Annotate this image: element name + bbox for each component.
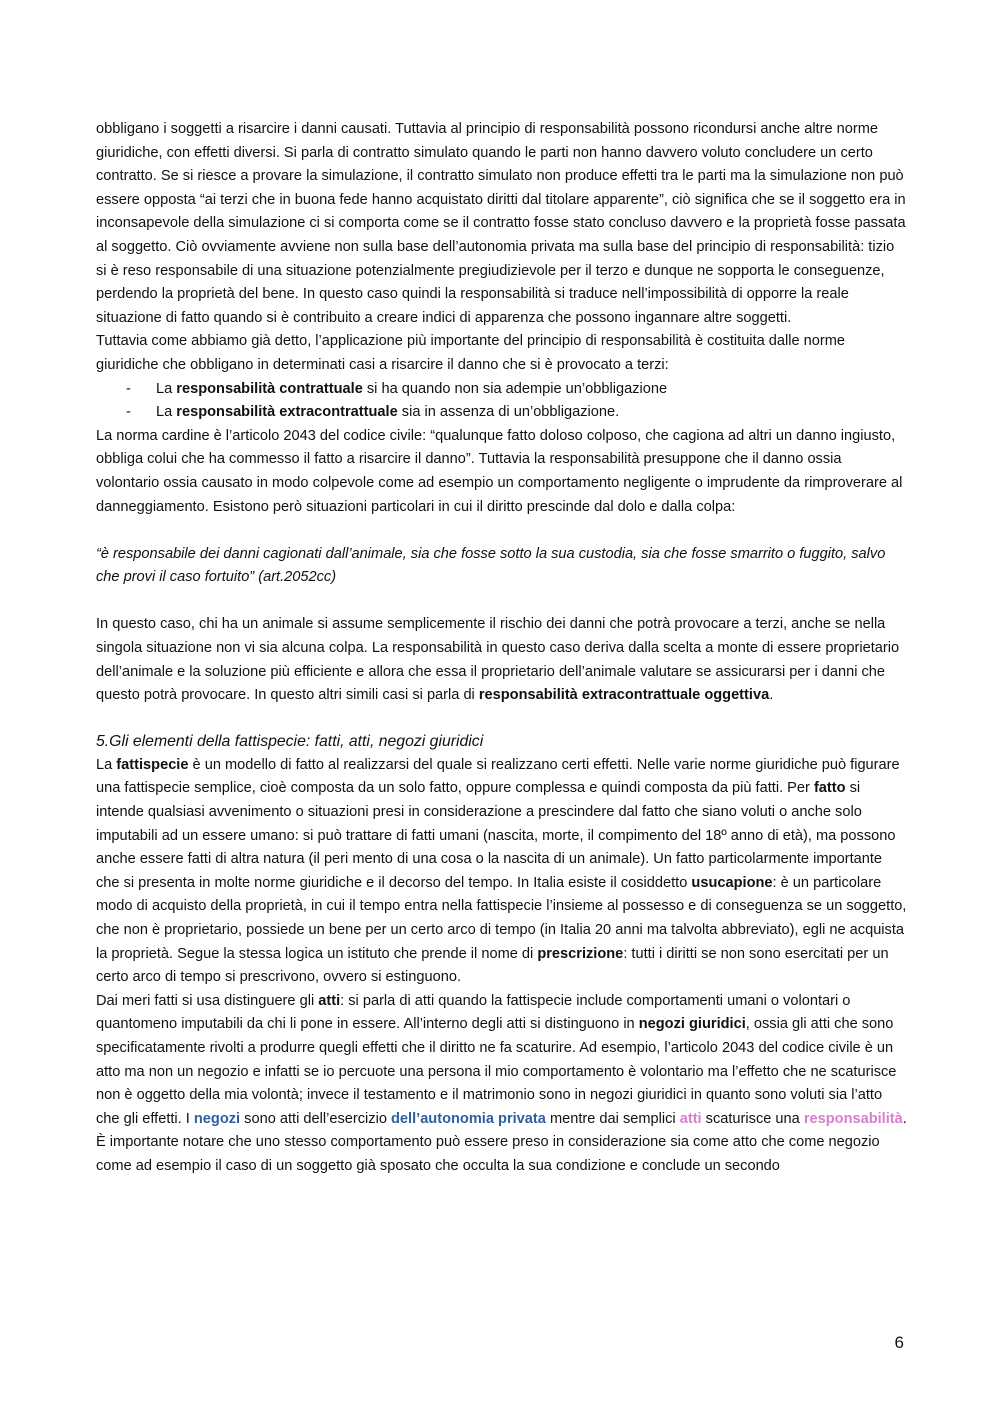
highlight-responsabilita: responsabilità — [803, 1110, 903, 1127]
highlight-negozi: negozi — [193, 1110, 241, 1127]
term-prescrizione: prescrizione — [537, 945, 624, 962]
responsibility-list — [96, 378, 908, 425]
paragraph-simulation: obbligano i soggetti a risarcire i danni causati. Tuttavia al principio di responsabilità possono ricondursi anche altre norme giuridiche, con effetti diversi. Si parla di contratto simulato quando le parti non hanno davvero voluto concludere un certo contratto. Se si riesce a provare la simulazione, il contratto simulato non produce effetti tra le parti ma la simulazione non può essere opposta “ai terzi che in buona fede hanno acquistato diritti dal titolare apparente”, ciò significa che se il soggetto era in inconsapevole della simulazione ci si comporta come se il contratto fosse stato concluso davvero e la proprietà fosse passata al soggetto. Ciò ovviamente avviene non sulla base dell’autonomia privata ma sulla base del principio di responsabilità: tizio si è reso responsabile di una situazione potenzialmente pregiudizievole per il terzo e dunque ne sopporta le conseguenze, perdendo la proprietà del bene. In questo caso quindi la responsabilità si traduce nell’impossibilità di opporre la reale situazione di fatto quando si è contribuito a creare indici di apparenza che possono ingannare altre soggetti. — [96, 121, 906, 326]
paragraph-article-2043: La norma cardine è l’articolo 2043 del codice civile: “qualunque fatto doloso colposo, che cagiona ad altri un danno ingiusto, obbliga colui che ha commesso il fatto a risarcire il danno”. Tuttavia la responsabilità presuppone che il danno ossia volontario ossia causato in modo colpevole come ad esempio un comportamento negligente o imprudente da rimproverare al danneggiamento. Esistono però situazioni particolari in cui il diritto prescinde dal dolo e dalla colpa: — [96, 427, 903, 515]
bullet-dash: - — [126, 380, 131, 397]
term-fattispecie: fattispecie — [116, 756, 189, 773]
highlight-autonomia-privata: dell’autonomia privata — [391, 1110, 546, 1127]
list-item: - La responsabilità extracontrattuale sia in assenza di un’obbligazione. — [96, 401, 908, 425]
term-contractual: responsabilità contrattuale — [176, 380, 363, 397]
term-atti: atti — [318, 992, 341, 1009]
term-usucapione: usucapione — [691, 874, 773, 891]
paragraph-atti-negozi: Dai meri fatti si usa distinguere gli atti: si parla di atti quando la fattispecie include comportamenti umani o volontari o quantomeno imputabili da chi li pone in essere. All’interno degli atti si distinguono in negozi giuridici, ossia gli atti che sono specificatamente rivolti a produrre quegli effetti che il diritto ne fa scaturire. Ad esempio, l’articolo 2043 del codice civile è un atto ma non un negozio e infatti se io percuote una persona il mio comportamento è volontario ma l’effetto che ne scaturisce non è oggetto della mia volontà; invece il testamento e il matrimonio sono in negozi giuridici in quanto sono voluti sia l’atto che gli effetti. I negozi sono atti dell’esercizio dell’autonomia privata mentre dai semplici atti scaturisce una responsabilità. È importante notare che uno stesso comportamento può essere preso in considerazione sia come atto che come negozio come ad esempio il caso di un soggetto già sposato che occulta la sua condizione e conclude un secondo — [96, 992, 907, 1174]
paragraph-fattispecie: La fattispecie è un modello di fatto al realizzarsi del quale si realizzano certi effetti. Nelle varie norme giuridiche può figurare una fattispecie semplice, cioè composta da un solo fatto, oppure complessa e quindi composta da più fatti. Per fatto si intende qualsiasi avvenimento o situazioni presi in considerazione a prescindere dal fatto che siano voluti o anche solo imputabili ad un essere umano: si può trattare di fatti umani (nascita, morte, il compimento del 18º anno di età), ma possono anche essere fatti di altra natura (il peri mento di una cosa o la nascita di un animale). Un fatto particolarmente importante che si presenta in molte norme giuridiche e il decorso del tempo. In Italia esiste il cosiddetto usucapione: è un particolare modo di acquisto della proprietà, in cui il tempo entra nella fattispecie l’insieme al possesso e di conseguenza se un soggetto, che non è proprietario, possiede un bene per un certo arco di tempo (in Italia 20 anni ma talvolta abbreviato), egli ne acquista la proprietà. Segue la stessa logica un istituto che prende il nome di prescrizione: tutti i diritti se non sono esercitati per un certo arco di tempo si prescrivono, ovvero si estinguono. — [96, 756, 907, 986]
paragraph-animal-risk: In questo caso, chi ha un animale si assume semplicemente il rischio dei danni che potrà provocare a terzi, anche se nella singola situazione non vi sia alcuna colpa. La responsabilità in questo caso deriva dalla scelta a monte di essere proprietario dell’animale e la soluzione più efficiente e allora che essa il proprietario dell’animale valutare se assicurarsi per i danni che questo potrà provocare. In questo altri simili casi si parla di responsabilità extracontrattuale oggettiva. — [96, 616, 900, 704]
term-fatto: fatto — [813, 780, 846, 797]
term-negozi-giuridici: negozi giuridici — [638, 1016, 746, 1033]
page-number: 6 — [894, 1333, 904, 1352]
paragraph-responsibility-intro: Tuttavia come abbiamo già detto, l’applicazione più importante del principio di responsabilità è costituita dalle norme giuridiche che obbligano in determinati casi a risarcire il danno che si è provocato a terzi: — [96, 333, 846, 373]
page-body — [96, 118, 908, 1179]
section-heading: 5.Gli elementi della fattispecie: fatti, atti, negozi giuridici — [96, 732, 484, 750]
term-extracontractual: responsabilità extracontrattuale — [176, 404, 398, 421]
quote-art-2052: “è responsabile dei danni cagionati dall’animale, sia che fosse sotto la sua custodia, sia che fosse smarrito o fuggito, salvo che provi il caso fortuito” (art.2052cc) — [96, 545, 886, 586]
list-item: - La responsabilità contrattuale si ha quando non sia adempie un’obbligazione — [96, 378, 908, 402]
bullet-dash: - — [126, 404, 131, 421]
highlight-atti: atti — [679, 1110, 702, 1127]
term-objective-responsibility: responsabilità extracontrattuale oggettiva — [478, 687, 770, 704]
